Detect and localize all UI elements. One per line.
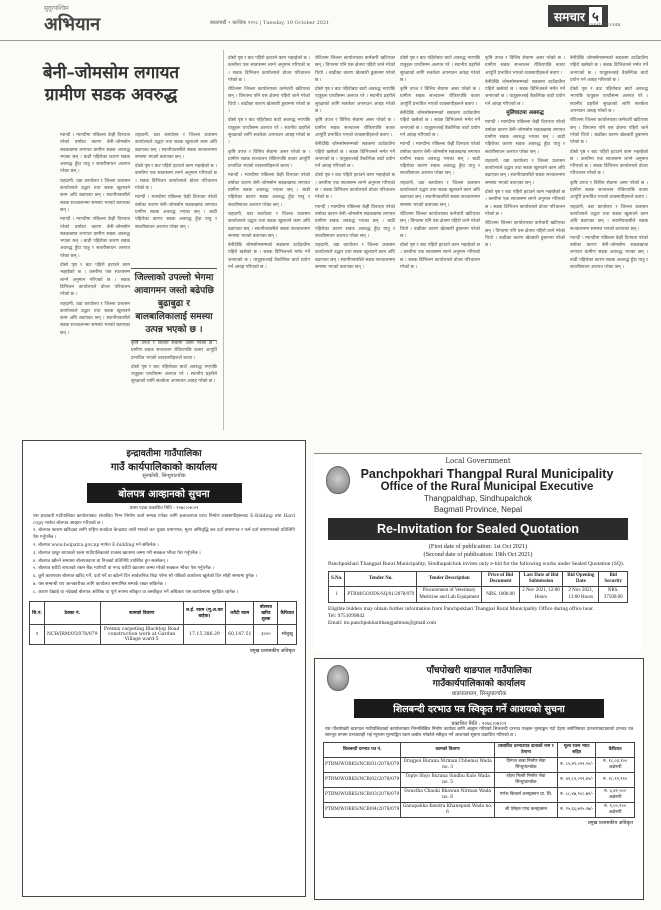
notice-intro: Panchpokhari Thangpal Rural Municipality, Sindhupalchok invites only e-bid for the following works under Sealed Quotation (SQ).	[328, 561, 625, 567]
table-header: Last Date of Bid Submission	[519, 572, 563, 587]
article-paragraph: राहदानी, वडा कार्यालय र जिल्ला प्रशासन कार्यालयले उद्धार तथा सडक खुलाउने काम अघि बढाएका छन् । स्थानीयवासीले सडक सञ्चालनमा समस्या भएको बताएका छन् ।	[570, 204, 648, 232]
article-paragraph: रोटिलमा जिल्ला कार्यालयका कर्मचारी खटिएका छन् । विगतमा पनि यस क्षेत्रमा पहिरो जाने गरेको थियो । बाढीका कारण खेतबारी डुबानमा परेको छ ।	[228, 87, 310, 115]
table-cell: Topte Shyo Burana Sindhu Kulo Wada no. 5	[401, 773, 494, 788]
notice-paragraph: ६. कुनै कारणवश बोलपत्र खरिद गर्ने, दर्ता गर्ने वा खोल्ने दिन सार्वजनिक बिदा परेमा सो पछिको कार्यालय खुलेको दिन सोही समयमा हुनेछ ।	[33, 574, 257, 580]
table-header: मूल्य रकम भ्याट सहित	[558, 743, 596, 758]
newspaper-logo	[44, 4, 100, 36]
notice-body	[23, 506, 305, 597]
office-address: थाङपालधाप, सिन्धुपाल्चोक	[451, 691, 507, 697]
date-line: काठमाडौं • कात्तिक १२०८ | Tuesday, 19 October 2021	[210, 20, 330, 26]
article-paragraph: दोस्रो पृष्ठ र बाट पहिरोबाट बाटो अवरुद्ध भएपछि यात्रुहरू घण्टौंसम्म अलपत्र परे । स्थानीय प्रहरीले सुरक्षाको लागि सतर्कता अपनाउन आग्रह गरेको छ ।	[570, 87, 648, 115]
table-cell: रु. ६,४२,५०० अक्षेरुपी	[596, 788, 635, 803]
article-column-6	[485, 55, 565, 430]
website-url: www.abhiyandaily.com	[563, 22, 621, 28]
article-paragraph: म्याग्दी । म्याग्दीमा पछिल्ला केही दिनयता परेको वर्षाका कारण बेनी–जोमसोम सडकखण्ड लगायत ग्रामीण सडक अवरुद्ध भएका छन् । बाढी पहिरोका कारण सडक अवरुद्ध हुँदा यात्रु र सवारीसाधन अलपत्र परेका छन् ।	[135, 195, 217, 230]
table-cell: 2 Nov 2021, 12:00 Hours	[519, 587, 563, 602]
table-cell: सोलुखु	[278, 624, 297, 644]
article-paragraph: दोस्रो पृष्ठ र बाट पहिरो हटाउने काम भइरहेको छ । कम्तीमा एक सातासम्म लाग्ने अनुमान गरिएको छ । सडक डिभिजन कार्यालयले डोजर परिचालन गरेको छ ।	[400, 243, 480, 271]
table-cell: PTRM/WORKS/NCB/03/2078/079	[324, 788, 401, 803]
article-paragraph: कृषि उपज र वित्तिय सेवामा असर परेको छ । ग्रामीण सडक सञ्चालन रोकिएपछि बजार आपूर्ति प्रभावित भएको व्यवसायीहरूले बताए ।	[131, 341, 217, 361]
table-row	[30, 624, 297, 644]
table-cell: रु. ८८,४७,९०८.७१/-	[558, 788, 596, 803]
table-cell: दिग्गज बाबा निर्माण सेवा सिन्धुपाल्चोक	[494, 758, 557, 773]
logo-text: अभियान	[44, 14, 101, 35]
address-line-2: Bagmati Province, Nepal	[433, 505, 523, 514]
article-paragraph: राहदानी, वडा कार्यालय र जिल्ला प्रशासन कार्यालयले उद्धार तथा सडक खुलाउने काम अघि बढाएका छन् । स्थानीयवासीले सडक सञ्चालनमा समस्या भएको बताएका छन् ।	[60, 178, 130, 213]
table-row	[324, 803, 635, 818]
table-cell: Procurement of Veterinary Medicine and Lab Equipment	[417, 587, 482, 602]
article-paragraph: कृषि उपज र वित्तिय सेवामा असर परेको छ । ग्रामीण सडक सञ्चालन रोकिएपछि बजार आपूर्ति प्रभावित भएको व्यवसायीहरूले बताए ।	[228, 149, 310, 170]
table-cell: १	[30, 624, 45, 644]
boxed-pull-quote: जिल्लाको उपल्लो भेगमा आवागमन जस्तो बढेपछि बुढाबुढा र बालबालिकालाई समस्या उत्पन्न भएको छ ।	[131, 268, 217, 341]
notice-banner: Re-Invitation for Sealed Quotation	[328, 518, 628, 540]
table-cell: रु. १८,९१,९१०	[596, 773, 635, 788]
article-paragraph: दोस्रो पृष्ठ र बाट पहिरो हटाउने काम भइरहेको छ । कम्तीमा एक सातासम्म लाग्ने अनुमान गरिएको छ । सडक डिभिजन कार्यालयले डोजर परिचालन गरेको छ ।	[228, 56, 310, 83]
contract-table	[323, 742, 635, 818]
article-paragraph: राहदानी, वडा कार्यालय र जिल्ला प्रशासन कार्यालयले उद्धार तथा सडक खुलाउने काम अघि बढाएका छन् । स्थानीयवासीले सडक सञ्चालनमा समस्या भएको बताएका छन् ।	[60, 301, 130, 336]
article-paragraph: बेनीदेखि जोमसोमसम्मको सडकमा ठाउँठाउँमा पहिरो खसेको छ । सडक डिभिजनले मर्मत गर्ने जनाएको छ । यात्रुहरूलाई वैकल्पिक बाटो प्रयोग गर्न आग्रह गरिएको छ ।	[570, 56, 648, 83]
article-paragraph: दोस्रो पृष्ठ र बाट पहिरोबाट बाटो अवरुद्ध भएपछि यात्रुहरू घण्टौंसम्म अलपत्र परे । स्थानीय प्रहरीले सुरक्षाको लागि सतर्कता अपनाउन आग्रह गरेको छ ।	[315, 87, 395, 115]
article-paragraph: दोस्रो पृष्ठ र बाट पहिरो हटाउने काम भइरहेको छ । कम्तीमा एक सातासम्म लाग्ने अनुमान गरिएको छ । सडक डिभिजन कार्यालयले डोजर परिचालन गरेको छ ।	[570, 149, 648, 177]
article-paragraph: दोस्रो पृष्ठ र बाट पहिरो हटाउने काम भइरहेको छ । कम्तीमा एक सातासम्म लाग्ने अनुमान गरिएको छ । सडक डिभिजन कार्यालयले डोजर परिचालन गरेको छ ।	[135, 164, 217, 192]
notice-banner: बोलपत्र आव्हानको सुचना	[87, 483, 242, 503]
article-column-3	[228, 55, 310, 430]
article-headline: बेनी–जोमसोम लगायत ग्रामीण सडक अवरुद्ध	[42, 63, 180, 105]
article-paragraph: बेनीदेखि जोमसोमसम्मको सडकमा ठाउँठाउँमा पहिरो खसेको छ । सडक डिभिजनले मर्मत गर्ने जनाएको छ । यात्रुहरूलाई वैकल्पिक बाटो प्रयोग गर्न आग्रह गरिएको छ ।	[315, 142, 395, 170]
notice-date: प्रथम पटक प्रकाशित मिति : २०७८।०७।०२	[129, 506, 199, 511]
article-paragraph: कृषि उपज र वित्तिय सेवामा असर परेको छ । ग्रामीण सडक सञ्चालन रोकिएपछि बजार आपूर्ति प्रभावित भएको व्यवसायीहरूले बताए ।	[570, 180, 648, 201]
table-header: Bid Security	[599, 572, 628, 587]
notice-banner: शिलबन्दी दरभाउ पत्र स्विकृत गर्ने आशयको सुचना	[354, 699, 604, 718]
page-number: ५	[589, 7, 602, 25]
publication-date-2: (Second date of publication: 19th Oct 2021)	[423, 551, 533, 558]
table-cell: रु. ४९,८२,०९९.४५/-	[558, 773, 596, 788]
notice-note: Eligible bidders may obtain further information from Panchpokhari Thangpal Rural Municipality Office during office hour.	[328, 605, 595, 612]
table-cell: 60,147.51	[226, 624, 254, 644]
quotation-table	[328, 571, 628, 603]
notice-office-name: इन्द्रावतीमा गाउँपालिका	[126, 449, 202, 459]
notice-address: सुनकोसी, सिन्धुपाल्चोक	[142, 473, 186, 479]
office-name: Office of the Rural Municipal Executive	[380, 481, 594, 493]
nepal-emblem-icon	[326, 466, 350, 494]
article-paragraph: राहदानी, वडा कार्यालय र जिल्ला प्रशासन कार्यालयले उद्धार तथा सडक खुलाउने काम अघि बढाएका छन् । स्थानीयवासीले सडक सञ्चालनमा समस्या भएको बताएका छन् ।	[485, 158, 565, 186]
table-header: बोलपत्र खरिद शुल्क	[254, 601, 278, 624]
table-cell: 1	[329, 587, 345, 602]
section-title: समचार	[554, 10, 585, 24]
article-paragraph: म्याग्दी । म्याग्दीमा पछिल्ला केही दिनयता परेको वर्षाका कारण बेनी–जोमसोम सडकखण्ड लगायत ग्रामीण सडक अवरुद्ध भएका छन् । बाढी पहिरोका कारण सडक अवरुद्ध हुँदा यात्रु र सवारीसाधन अलपत्र परेका छन् ।	[60, 133, 130, 175]
article-paragraph: म्याग्दी । म्याग्दीमा पछिल्ला केही दिनयता परेको वर्षाका कारण बेनी–जोमसोम सडकखण्ड लगायत ग्रामीण सडक अवरुद्ध भएका छन् । बाढी पहिरोका कारण सडक अवरुद्ध हुँदा यात्रु र सवारीसाधन अलपत्र परेका छन् ।	[315, 204, 395, 239]
table-header: Bid Opening Date	[563, 572, 599, 587]
table-header-row	[324, 743, 635, 758]
notice-office-subtitle: गाउँ कार्यपालिकाको कार्यालय	[110, 462, 218, 473]
table-header: ठेक्का नं.	[45, 601, 100, 624]
article-column-1	[60, 132, 130, 432]
table-cell: रहेला मिल्ती निर्माण सेवा सिन्धुपाल्चोक	[494, 773, 557, 788]
article-paragraph: राहदानी, वडा कार्यालय र जिल्ला प्रशासन कार्यालयले उद्धार तथा सडक खुलाउने काम अघि बढाएका छन् । स्थानीयवासीले सडक सञ्चालनमा समस्या भएको बताएका छन् ।	[135, 133, 217, 160]
article-paragraph: दोस्रो पृष्ठ र बाट पहिरोबाट बाटो अवरुद्ध भएपछि यात्रुहरू घण्टौंसम्म अलपत्र परे । स्थानीय प्रहरीले सुरक्षाको लागि सतर्कता अपनाउन आग्रह गरेको छ ।	[228, 118, 310, 146]
table-cell: श्री ऐसेहरु एण्ड कन्स्ट्रक्सन	[494, 803, 557, 818]
article-paragraph: कृषि उपज र वित्तिय सेवामा असर परेको छ । ग्रामीण सडक सञ्चालन रोकिएपछि बजार आपूर्ति प्रभावित भएको व्यवसायीहरूले बताए ।	[315, 118, 395, 138]
article-paragraph: म्याग्दी । म्याग्दीमा पछिल्ला केही दिनयता परेको वर्षाका कारण बेनी–जोमसोम सडकखण्ड लगायत ग्रामीण सडक अवरुद्ध भएका छन् । बाढी पहिरोका कारण सडक अवरुद्ध हुँदा यात्रु र सवारीसाधन अलपत्र परेका छन् ।	[228, 173, 310, 208]
article-column-2b	[131, 340, 217, 430]
table-cell: गणेश बिल्डर्स कन्स्ट्रक्सन प्रा. लि.	[494, 788, 557, 803]
contact-email: Email: ito.panchpokharithangpalmun@gmail.com	[328, 619, 437, 626]
table-header: कैफियत	[596, 743, 635, 758]
municipality-name: Panchpokhari Thangpal Rural Municipality	[360, 467, 614, 481]
article-paragraph: बेनीदेखि जोमसोमसम्मको सडकमा ठाउँठाउँमा पहिरो खसेको छ । सडक डिभिजनले मर्मत गर्ने जनाएको छ । यात्रुहरूलाई वैकल्पिक बाटो प्रयोग गर्न आग्रह गरिएको छ ।	[400, 111, 480, 138]
table-header: ल.ई. रकम (मू.अ.कर बाहेक)	[183, 601, 225, 624]
table-cell: 17,15,386.29	[183, 624, 225, 644]
article-paragraph: दोस्रो पृष्ठ र बाट पहिरोबाट बाटो अवरुद्ध भएपछि यात्रुहरू घण्टौंसम्म अलपत्र परे । स्थानीय प्रहरीले सुरक्षाको लागि सतर्कता अपनाउन आग्रह गरेको छ ।	[400, 56, 480, 83]
intent-to-accept-notice	[314, 658, 644, 900]
table-row	[329, 587, 628, 602]
table-header: कैफियत	[278, 601, 297, 624]
article-column-2	[135, 132, 217, 264]
article-paragraph: रोटिलमा जिल्ला कार्यालयका कर्मचारी खटिएका छन् । विगतमा पनि यस क्षेत्रमा पहिरो जाने गरेको थियो । बाढीका कारण खेतबारी डुबानमा परेको छ ।	[400, 211, 480, 239]
article-subheading: मुलिघाटमा अबरुद्ध	[506, 110, 544, 117]
notice-signature: प्रमुख प्रशासकीय अधिकृत	[587, 821, 633, 827]
table-cell: ३०००	[254, 624, 278, 644]
article-paragraph: म्याग्दी । म्याग्दीमा पछिल्ला केही दिनयता परेको वर्षाका कारण बेनी–जोमसोम सडकखण्ड लगायत ग्रामीण सडक अवरुद्ध भएका छन् । बाढी पहिरोका कारण सडक अवरुद्ध हुँदा यात्रु र सवारीसाधन अलपत्र परेका छन् ।	[485, 120, 565, 155]
table-row	[324, 758, 635, 773]
article-paragraph: राहदानी, वडा कार्यालय र जिल्ला प्रशासन कार्यालयले उद्धार तथा सडक खुलाउने काम अघि बढाएका छन् । स्थानीयवासीले सडक सञ्चालनमा समस्या भएको बताएका छन् ।	[228, 211, 310, 239]
table-header: सि.नं.	[30, 601, 45, 624]
table-cell: Swastha Chauki Bhawan Nirman Wada no. 6	[401, 788, 494, 803]
article-paragraph: दोस्रो पृष्ठ र बाट पहिरोबाट बाटो अवरुद्ध भएपछि यात्रुहरू घण्टौंसम्म अलपत्र परे । स्थानीय प्रहरीले सुरक्षाको लागि सतर्कता अपनाउन आग्रह गरेको छ ।	[131, 364, 217, 385]
table-cell: रु. ९,००,९०० अक्षेरुपी	[596, 803, 635, 818]
table-header: धरौटी रकम	[226, 601, 254, 624]
address-line-1: Thangpaldhap, Sindhupalchok	[423, 494, 533, 503]
article-column-7	[570, 55, 648, 430]
notice-paragraph: ७. यस सम्बन्धी थप जानकारीका लागि कार्यालय समयभित्र सम्पर्क राख्न सकिनेछ ।	[33, 581, 166, 587]
table-cell: रु. ८५,४९,०२२.१०/-	[558, 758, 596, 773]
article-paragraph: म्याग्दी । म्याग्दीमा पछिल्ला केही दिनयता परेको वर्षाका कारण बेनी–जोमसोम सडकखण्ड लगायत ग्रामीण सडक अवरुद्ध भएका छन् । बाढी पहिरोका कारण सडक अवरुद्ध हुँदा यात्रु र सवारीसाधन अलपत्र परेका छन् ।	[400, 142, 480, 177]
office-name: गाउँकार्यपालिकाको कार्यालय	[432, 679, 526, 689]
article-paragraph: दोस्रो पृष्ठ र बाट पहिरो हटाउने काम भइरहेको छ । कम्तीमा एक सातासम्म लाग्ने अनुमान गरिएको छ । सडक डिभिजन कार्यालयले डोजर परिचालन गरेको छ ।	[60, 263, 130, 298]
table-row	[324, 773, 635, 788]
table-header: S.No.	[329, 572, 345, 587]
table-header: Tender Description	[417, 572, 482, 587]
article-paragraph: दोस्रो पृष्ठ र बाट पहिरो हटाउने काम भइरहेको छ । कम्तीमा एक सातासम्म लाग्ने अनुमान गरिएको छ । सडक डिभिजन कार्यालयले डोजर परिचालन गरेको छ ।	[315, 173, 395, 201]
table-cell: NRS. 37500.00	[599, 587, 628, 602]
table-header: कामको विवरण	[401, 743, 494, 758]
article-column-5	[400, 55, 480, 430]
notice-paragraph: १. बोलपत्र फाराम खरिदका लागि राष्ट्रिय सतर्कता केन्द्रबाट जारी भएको कर चुक्ता प्रमाणपत्र, मूल्य अभिवृद्धि कर दर्ता प्रमाणपत्र र फर्म दर्ता प्रमाणपत्रको प्रतिलिपि पेश गर्नुपर्नेछ ।	[33, 528, 295, 541]
notice-paragraph: यस इन्द्रावती गाउँपालिका कार्यालयबाट संचालित निम्न निर्माण कार्य सम्पन्न गर्नका लागि इजाजतपत्र प्राप्त निर्माण व्यवसायीहरूबाट E-Bidding तथा Hard copy मार्फत बोलपत्र आव्हान गरिएको छ ।	[33, 513, 295, 526]
table-header: Tender No.	[345, 572, 417, 587]
table-cell: रु. १५,६६,७९५.२७/-	[558, 803, 596, 818]
notice-paragraph: ८. कारण देखाई वा नदेखाई बोलपत्र आंशिक वा पूर्ण रूपमा स्वीकृत वा अस्वीकृत गर्ने अधिकार यस कार्यालयमा सुरक्षित रहनेछ ।	[33, 589, 239, 595]
table-cell: Ganapalika Kendra Khanepani Wada no. 6	[401, 803, 494, 818]
table-cell: 2 Nov 2021, 13:00 Hours	[563, 587, 599, 602]
article-paragraph: दोस्रो पृष्ठ र बाट पहिरो हटाउने काम भइरहेको छ । कम्तीमा एक सातासम्म लाग्ने अनुमान गरिएको छ । सडक डिभिजन कार्यालयले डोजर परिचालन गरेको छ ।	[485, 190, 565, 217]
notice-intro: यस पाँचपोखरी थाङपाल गाउँपालिकाको कार्यालयबाट निम्नलिखित निर्माण कार्यका लागि आह्वान गरिएको शिलबन्दी दरभाउ पत्रहरू मूल्याङ्कन गर्दा देहाय बमोजिमका दरभाउपत्रदाताको दरभाउ पत्र सारभूत रूपमा प्रभावग्राही भई न्यूनतम मूल्याङ्कित रकम कबोल गरेकोले स्वीकृत गर्ने आशयको सूचना प्रकाशित गरिएको छ ।	[325, 727, 633, 739]
table-header-row	[30, 601, 297, 624]
table-cell: NCB/IRM/05/078/079	[45, 624, 100, 644]
article-paragraph: कृषि उपज र वित्तिय सेवामा असर परेको छ । ग्रामीण सडक सञ्चालन रोकिएपछि बजार आपूर्ति प्रभावित भएको व्यवसायीहरूले बताए ।	[485, 56, 565, 76]
table-cell: PTRM/WORKS/NCB/01/2078/079	[324, 758, 401, 773]
publication-date-1: (First date of publication: 1st Oct 2021)	[428, 543, 528, 550]
notice-paragraph: ५. बोलपत्र धरौटी बापतको रकम बैंक ग्यारेण्टी वा नगद धरौटी खातामा जम्मा गरेको सक्कल भौचर पेश गर्नुपर्नेछ ।	[33, 566, 214, 572]
article-paragraph: राहदानी, वडा कार्यालय र जिल्ला प्रशासन कार्यालयले उद्धार तथा सडक खुलाउने काम अघि बढाएका छन् । स्थानीयवासीले सडक सञ्चालनमा समस्या भएको बताएका छन् ।	[400, 180, 480, 208]
article-column-4	[315, 55, 395, 430]
article-paragraph: बेनीदेखि जोमसोमसम्मको सडकमा ठाउँठाउँमा पहिरो खसेको छ । सडक डिभिजनले मर्मत गर्ने जनाएको छ । यात्रुहरूलाई वैकल्पिक बाटो प्रयोग गर्न आग्रह गरिएको छ ।	[485, 79, 565, 107]
article-paragraph: रोटिलमा जिल्ला कार्यालयका कर्मचारी खटिएका छन् । विगतमा पनि यस क्षेत्रमा पहिरो जाने गरेको थियो । बाढीका कारण खेतबारी डुबानमा परेको छ ।	[485, 221, 565, 249]
table-cell: Premix carpeting Blacktop Road construction work at Gardan Village ward-5	[100, 624, 183, 644]
notice-paragraph: ३. बोलपत्र दस्तुर बापतको रकम गाउँपालिकाको राजस्व खातामा जम्मा गरी सक्कल भौचर पेश गर्नुपर्नेछ ।	[33, 550, 201, 556]
nepal-emblem-icon	[327, 665, 349, 691]
notice-paragraph: ४. बोलपत्र खोल्ने समयमा बोलपत्रदाता वा निजको प्रतिनिधि उपस्थित हुन सक्नेछन् ।	[33, 558, 168, 564]
notice-gov-label: Local Government	[445, 457, 511, 465]
table-cell: PTRM/GOODS/SQ/01/2078/079	[345, 587, 417, 602]
article-paragraph: रोटिलमा जिल्ला कार्यालयका कर्मचारी खटिएका छन् । विगतमा पनि यस क्षेत्रमा पहिरो जाने गरेको थियो । बाढीका कारण खेतबारी डुबानमा परेको छ ।	[570, 118, 648, 146]
table-cell: NRS. 1000.00	[482, 587, 519, 602]
table-cell: रु. १८,०३,९०० अक्षेरुपी	[596, 758, 635, 773]
municipality-name: पाँचपोखरी थाङपाल गाउँपालिका	[426, 666, 532, 676]
table-header: शिलबन्दी दरभाउ पत्र नं.	[324, 743, 401, 758]
contact-phone: Tel: 9751099842	[328, 612, 365, 619]
article-paragraph: राहदानी, वडा कार्यालय र जिल्ला प्रशासन कार्यालयले उद्धार तथा सडक खुलाउने काम अघि बढाएका छन् । स्थानीयवासीले सडक सञ्चालनमा समस्या भएको बताएका छन् ।	[315, 243, 395, 271]
article-paragraph: रोटिलमा जिल्ला कार्यालयका कर्मचारी खटिएका छन् । विगतमा पनि यस क्षेत्रमा पहिरो जाने गरेको थियो । बाढीका कारण खेतबारी डुबानमा परेको छ ।	[315, 56, 395, 83]
notice-paragraph: २. बोलपत्र www.bolpatra.gov.np मार्फत E-bidding गर्न सकिनेछ ।	[33, 542, 159, 548]
table-header: Price of Bid Document	[482, 572, 519, 587]
article-paragraph: म्याग्दी । म्याग्दीमा पछिल्ला केही दिनयता परेको वर्षाका कारण बेनी–जोमसोम सडकखण्ड लगायत ग्रामीण सडक अवरुद्ध भएका छन् । बाढी पहिरोका कारण सडक अवरुद्ध हुँदा यात्रु र सवारीसाधन अलपत्र परेका छन् ।	[570, 235, 648, 271]
table-header-row	[329, 572, 628, 587]
table-cell: Dragpoi Burana Nirman Chhemsi Wada no. 3	[401, 758, 494, 773]
table-cell: PTRM/WORKS/NCB/04/2078/079	[324, 803, 401, 818]
article-paragraph: बेनीदेखि जोमसोमसम्मको सडकमा ठाउँठाउँमा पहिरो खसेको छ । सडक डिभिजनले मर्मत गर्ने जनाएको छ । यात्रुहरूलाई वैकल्पिक बाटो प्रयोग गर्न आग्रह गरिएको छ ।	[228, 243, 310, 271]
table-cell: PTRM/WORKS/NCB/02/2078/079	[324, 773, 401, 788]
article-paragraph: म्याग्दी । म्याग्दीमा पछिल्ला केही दिनयता परेको वर्षाका कारण बेनी–जोमसोम सडकखण्ड लगायत ग्रामीण सडक अवरुद्ध भएका छन् । बाढी पहिरोका कारण सडक अवरुद्ध हुँदा यात्रु र सवारीसाधन अलपत्र परेका छन् ।	[60, 217, 130, 259]
notice-date: प्रकाशित मिति : २०७८।०७।०२	[451, 721, 507, 727]
logo-tagline: सुदूरपश्चिम	[44, 5, 69, 12]
article-paragraph: कृषि उपज र वित्तिय सेवामा असर परेको छ । ग्रामीण सडक सञ्चालन रोकिएपछि बजार आपूर्ति प्रभावित भएको व्यवसायीहरूले बताए ।	[400, 87, 480, 107]
table-row	[324, 788, 635, 803]
table-header: प्रस्तावित दरभाउपत्र दाताको नाम र ठेगाना	[494, 743, 557, 758]
tender-table	[29, 601, 297, 645]
sealed-quotation-notice	[314, 453, 642, 652]
notice-signature: प्रमुख प्रशासकीय अधिकृत	[249, 648, 295, 654]
table-header: कामको विवरण	[100, 601, 183, 624]
column-divider	[223, 50, 224, 430]
tender-notice-indrawati	[22, 440, 306, 897]
